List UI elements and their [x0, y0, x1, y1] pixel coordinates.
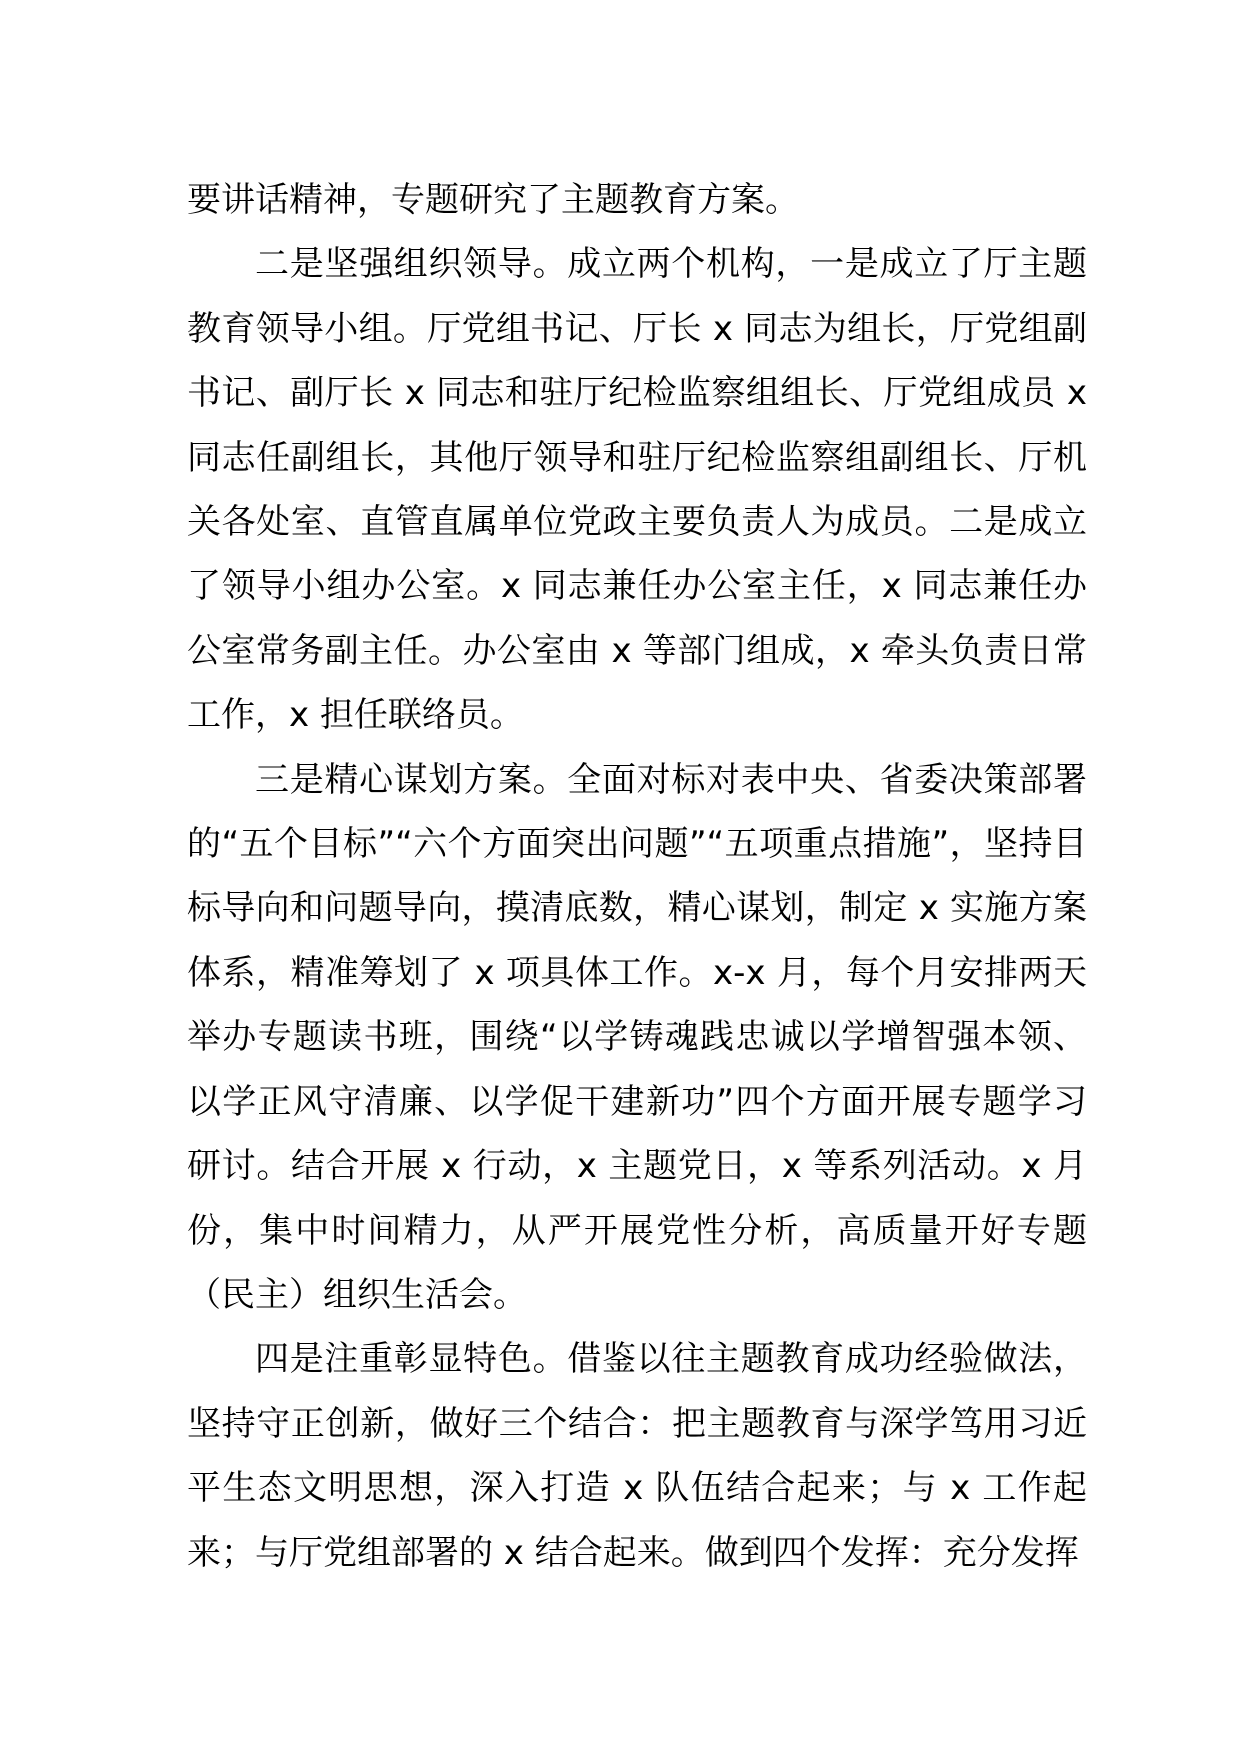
- paragraph-organization-leadership: 二是坚强组织领导。成立两个机构，一是成立了厅主题教育领导小组。厅党组书记、厅长 x 同志为组长，厅党组副书记、副厅长 x 同志和驻厅纪检监察组组长、厅党组成员 x 同志任副组长，其他厅领导和驻厅纪检监察组副组长、厅机关各处室、直管直属单位党政主要负责人为成员。二是成立了领导小组办公室。x 同志兼任办公室主任，x 同志兼任办公室常务副主任。办公室由 x 等部门组成，x 牵头负责日常工作，x 担任联络员。: [187, 244, 1088, 736]
- paragraph-planning-scheme: 三是精心谋划方案。全面对标对表中央、省委决策部署的“五个目标”“六个方面突出问题”“五项重点措施”，坚持目标导向和问题导向，摸清底数，精心谋划，制定 x 实施方案体系，精准筹划了 x 项具体工作。x-x 月，每个月安排两天举办专题读书班，围绕“以学铸魂践忠诚以学增智强本领、以学正风守清廉、以学促干建新功”四个方面开展专题学习研讨。结合开展 x 行动，x 主题党日，x 等系列活动。x 月份，集中时间精力，从严开展党性分析，高质量开好专题（民主）组织生活会。: [187, 759, 1087, 1315]
- paragraph-continued: 要讲话精神，专题研究了主题教育方案。: [187, 180, 799, 220]
- paragraph-highlight-features: 四是注重彰显特色。借鉴以往主题教育成功经验做法，坚持守正创新，做好三个结合：把主题教育与深学笃用习近平生态文明思想，深入打造 x 队伍结合起来；与 x 工作起来；与厅党组部署的 x 结合起来。做到四个发挥：充分发挥: [187, 1339, 1087, 1573]
- document-body: [187, 168, 1087, 1585]
